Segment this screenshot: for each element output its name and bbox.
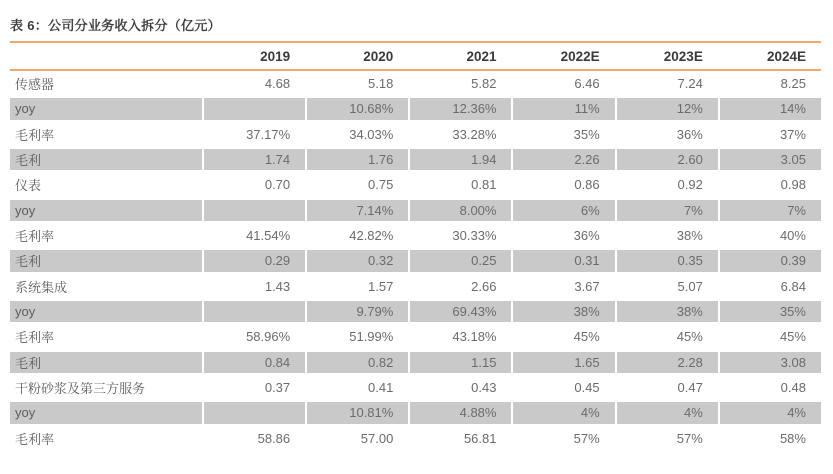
table-cell: 0.47: [677, 380, 703, 396]
table-cell: 38%: [676, 228, 703, 244]
table-cell: 45%: [676, 329, 703, 345]
table-cell: 3.05: [718, 147, 821, 172]
table-cell: 40%: [779, 228, 806, 244]
table-cell: 4.68: [264, 76, 291, 92]
row-label: yoy: [10, 299, 202, 324]
column-header: 2019: [260, 48, 291, 64]
revenue-breakdown-table: [10, 0, 821, 451]
table-cell: 2.26: [511, 147, 614, 172]
table-cell: 0.35: [615, 248, 718, 273]
table-cell: 36%: [676, 126, 703, 142]
table-cell: 57.00: [360, 430, 394, 446]
row-label: 系统集成: [15, 279, 68, 295]
table-cell: 1.65: [511, 350, 614, 375]
table-cell: 57%: [676, 430, 703, 446]
row-label: yoy: [10, 96, 202, 121]
table-cell: 58.96%: [246, 329, 291, 345]
table-cell: 41.54%: [246, 228, 291, 244]
table-cell: 8.00%: [408, 198, 511, 223]
table-cell: 0.45: [574, 380, 600, 396]
table-cell: 1.74: [202, 147, 305, 172]
table-row: [10, 350, 821, 375]
table-cell: 0.25: [408, 248, 511, 273]
row-label: 毛利率: [15, 431, 55, 447]
table-cell: 2.60: [615, 147, 718, 172]
table-cell: 0.92: [677, 177, 703, 193]
table-cell: 0.37: [264, 380, 291, 396]
row-label: 毛利: [10, 147, 202, 172]
table-cell: 35%: [573, 126, 600, 142]
table-cell: 5.07: [677, 278, 703, 294]
row-label: 毛利率: [15, 330, 55, 346]
table-row: [10, 375, 821, 400]
table-cell: 51.99%: [349, 329, 394, 345]
table-cell: 6.46: [574, 76, 600, 92]
table-row: [10, 96, 821, 121]
table-cell: 14%: [718, 96, 821, 121]
table-cell: 0.41: [368, 380, 394, 396]
table-cell: 10.81%: [305, 400, 408, 425]
table-row: [10, 426, 821, 451]
table-cell: [202, 198, 305, 223]
table-row: [10, 299, 821, 324]
table-cell: 1.57: [368, 278, 394, 294]
table-cell: 0.84: [202, 350, 305, 375]
table-body: [10, 71, 821, 451]
table-row: [10, 274, 821, 299]
table-cell: [202, 96, 305, 121]
table-cell: 38%: [615, 299, 718, 324]
column-header: 2024E: [766, 48, 806, 64]
table-cell: 4%: [615, 400, 718, 425]
row-label: 传感器: [15, 77, 55, 93]
table-cell: 43.18%: [452, 329, 497, 345]
row-label: yoy: [10, 198, 202, 223]
table-cell: 1.15: [408, 350, 511, 375]
table-cell: 5.82: [471, 76, 497, 92]
row-label: 仪表: [15, 178, 42, 194]
table-cell: 3.08: [718, 350, 821, 375]
table-cell: 0.31: [511, 248, 614, 273]
table-cell: 42.82%: [349, 228, 394, 244]
table-cell: 34.03%: [349, 126, 394, 142]
table-cell: 0.39: [718, 248, 821, 273]
table-cell: 0.29: [202, 248, 305, 273]
column-header: 2023E: [663, 48, 703, 64]
table-cell: 5.18: [368, 76, 394, 92]
table-cell: 1.76: [305, 147, 408, 172]
table-cell: 10.68%: [305, 96, 408, 121]
table-cell: 9.79%: [305, 299, 408, 324]
table-cell: 0.81: [471, 177, 497, 193]
table-cell: 4%: [718, 400, 821, 425]
table-row: [10, 223, 821, 248]
table-cell: 30.33%: [452, 228, 497, 244]
table-cell: 7%: [615, 198, 718, 223]
table-row: [10, 248, 821, 273]
column-header: 2021: [466, 48, 497, 64]
row-label: 毛利率: [15, 229, 55, 245]
table-cell: 0.32: [305, 248, 408, 273]
table-row: [10, 172, 821, 197]
table-row: [10, 147, 821, 172]
column-header: 2020: [363, 48, 394, 64]
table-cell: 0.43: [471, 380, 497, 396]
table-cell: 7.24: [677, 76, 703, 92]
table-title: 表 6：公司分业务收入拆分（亿元）: [10, 18, 221, 33]
row-label: 干粉砂浆及第三方服务: [15, 381, 146, 397]
row-label: 毛利率: [15, 127, 55, 143]
table-header-row: [10, 43, 821, 69]
table-cell: 12%: [615, 96, 718, 121]
table-cell: 45%: [573, 329, 600, 345]
table-cell: 37.17%: [246, 126, 291, 142]
table-cell: 69.43%: [408, 299, 511, 324]
row-label: yoy: [10, 400, 202, 425]
table-cell: 0.70: [264, 177, 291, 193]
table-cell: 0.98: [780, 177, 806, 193]
column-header-empty: [10, 43, 202, 69]
table-cell: 6%: [511, 198, 614, 223]
table-cell: 7%: [718, 198, 821, 223]
table-cell: 4.88%: [408, 400, 511, 425]
table-cell: 1.94: [408, 147, 511, 172]
table-cell: 58.86: [257, 430, 291, 446]
table-cell: 38%: [511, 299, 614, 324]
table-cell: 45%: [779, 329, 806, 345]
table-row: [10, 71, 821, 96]
table-cell: [202, 400, 305, 425]
table-cell: 8.25: [780, 76, 806, 92]
table-cell: 58%: [779, 430, 806, 446]
table-row: [10, 198, 821, 223]
table-cell: 36%: [573, 228, 600, 244]
table-row: [10, 400, 821, 425]
table-cell: 57%: [573, 430, 600, 446]
table-cell: 11%: [511, 96, 614, 121]
table-cell: 1.43: [264, 278, 291, 294]
table-cell: 35%: [718, 299, 821, 324]
table-cell: 37%: [779, 126, 806, 142]
row-label: 毛利: [10, 350, 202, 375]
table-cell: 33.28%: [452, 126, 497, 142]
table-cell: 0.82: [305, 350, 408, 375]
table-cell: 2.28: [615, 350, 718, 375]
table-cell: 56.81: [463, 430, 497, 446]
column-header: 2022E: [560, 48, 600, 64]
table-cell: [202, 299, 305, 324]
table-cell: 0.86: [574, 177, 600, 193]
table-cell: 6.84: [780, 278, 806, 294]
table-cell: 0.75: [368, 177, 394, 193]
row-label: 毛利: [10, 248, 202, 273]
table-cell: 0.48: [780, 380, 806, 396]
table-cell: 4%: [511, 400, 614, 425]
table-row: [10, 122, 821, 147]
table-row: [10, 324, 821, 349]
table-cell: 7.14%: [305, 198, 408, 223]
table-cell: 3.67: [574, 278, 600, 294]
table-cell: 2.66: [471, 278, 497, 294]
table-cell: 12.36%: [408, 96, 511, 121]
